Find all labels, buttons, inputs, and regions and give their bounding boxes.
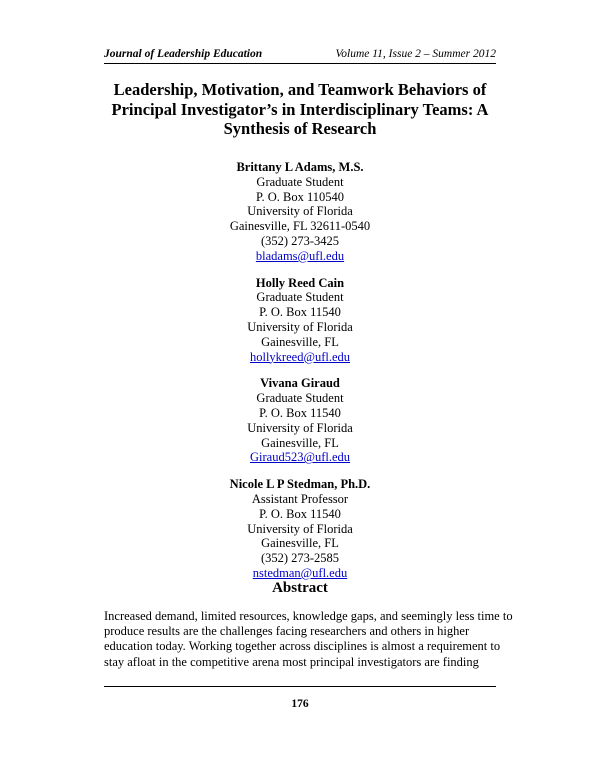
- author-detail: (352) 273-2585: [260, 551, 340, 566]
- footer-divider: [104, 686, 496, 687]
- issue-info: Volume 11, Issue 2 – Summer 2012: [335, 48, 496, 60]
- abstract-line: produce results are the challenges facing researchers and others in higher: [104, 624, 470, 639]
- author-email-link[interactable]: bladams@ufl.edu: [255, 248, 345, 263]
- author-detail: Graduate Student: [256, 290, 344, 305]
- author-name: Brittany L Adams, M.S.: [236, 160, 364, 174]
- author-detail: P. O. Box 11540: [259, 405, 341, 420]
- author-block: [104, 276, 496, 365]
- author-email-link[interactable]: hollykreed@ufl.edu: [249, 349, 351, 364]
- abstract-body: [104, 609, 513, 670]
- author-email-link[interactable]: nstedman@ufl.edu: [252, 565, 348, 580]
- title-line: Principal Investigator’s in Interdisciplinary Teams: A: [111, 99, 489, 119]
- author-block: [104, 160, 496, 264]
- author-name: Vivana Giraud: [260, 376, 340, 391]
- paper-title: [104, 80, 496, 139]
- author-detail: Gainesville, FL 32611-0540: [229, 219, 371, 234]
- author-detail: Gainesville, FL: [261, 435, 339, 450]
- author-name: Holly Reed Cain: [255, 275, 345, 290]
- author-name: Nicole L P Stedman, Ph.D.: [229, 477, 371, 492]
- running-header: [104, 48, 496, 64]
- author-detail: P. O. Box 11540: [259, 506, 341, 521]
- abstract-line: Increased demand, limited resources, knowledge gaps, and seemingly less time to: [104, 609, 513, 623]
- author-block: [104, 477, 496, 581]
- author-detail: (352) 273-3425: [260, 233, 340, 248]
- author-detail: P. O. Box 110540: [255, 189, 345, 204]
- author-detail: University of Florida: [247, 204, 353, 219]
- author-detail: Graduate Student: [256, 391, 344, 406]
- author-email-link[interactable]: Giraud523@ufl.edu: [249, 450, 351, 465]
- author-detail: Gainesville, FL: [261, 334, 339, 349]
- author-block: [104, 376, 496, 465]
- author-detail: Assistant Professor: [251, 491, 349, 506]
- abstract-line: education today. Working together across disciplines is almost a requirement to: [104, 639, 501, 654]
- title-line: Synthesis of Research: [223, 119, 377, 138]
- abstract-heading: Abstract: [272, 580, 328, 596]
- author-detail: University of Florida: [247, 521, 353, 536]
- abstract-line: stay afloat in the competitive arena most principal investigators are finding: [104, 654, 479, 669]
- journal-name: Journal of Leadership Education: [104, 48, 263, 60]
- author-detail: Graduate Student: [256, 174, 344, 189]
- author-detail: University of Florida: [247, 420, 353, 435]
- author-list: [104, 160, 496, 593]
- page-number: 176: [291, 698, 309, 710]
- author-detail: University of Florida: [247, 319, 353, 334]
- author-detail: P. O. Box 11540: [259, 305, 341, 320]
- title-line: Leadership, Motivation, and Teamwork Behaviors of: [113, 80, 487, 99]
- author-detail: Gainesville, FL: [261, 536, 339, 551]
